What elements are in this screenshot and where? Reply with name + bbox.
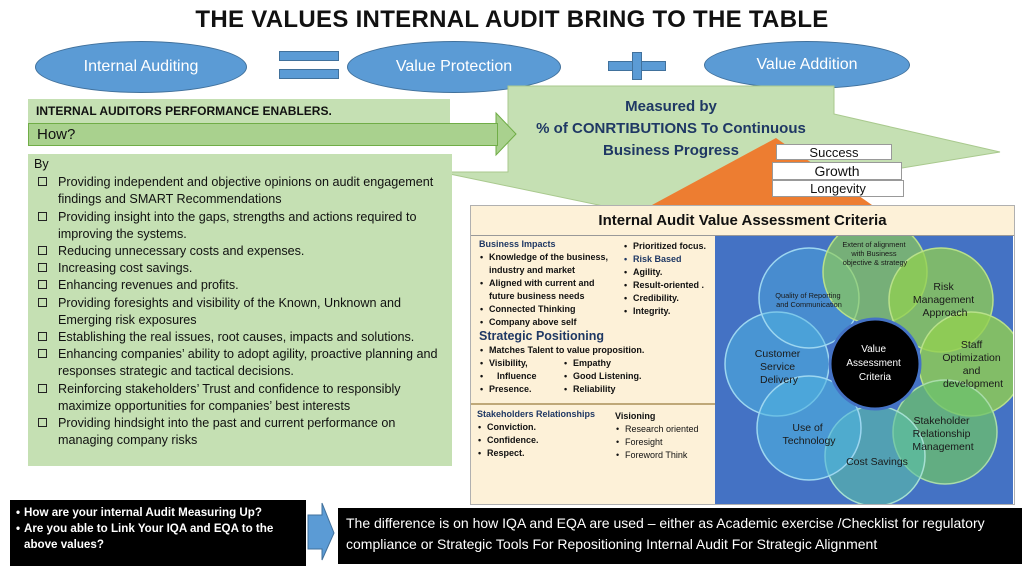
measured-line-2: % of CONRTIBUTIONS To Continuous (536, 120, 806, 137)
how-label: How? (37, 126, 76, 143)
list-item: • Knowledge of the business, industry and market (479, 251, 621, 277)
list-item (34, 260, 446, 277)
stakeholder-label (912, 415, 973, 453)
outcome-success: Success (776, 144, 892, 160)
business-impacts-section (479, 238, 621, 329)
staff-line-4: development (942, 378, 1004, 390)
list-item (34, 174, 446, 208)
list-item: • Company above self (479, 316, 621, 329)
reporting-line-2: and Communication (776, 300, 842, 309)
risk-line-2: Management (912, 294, 975, 306)
checkbox-icon (38, 212, 47, 221)
visioning-heading: Visioning (615, 411, 656, 421)
business-impacts-list (479, 251, 621, 329)
by-label: By (34, 157, 49, 171)
visioning-list (615, 423, 715, 462)
service-line-1: Customer (754, 348, 801, 360)
list-item-text: Reinforcing stakeholders’ Trust and confidence to responsibly maximize opportunities for companies’ best interests (58, 381, 401, 413)
list-item: • Empathy (563, 357, 713, 370)
list-item: • Foreword Think (615, 449, 715, 462)
outcome-longevity: Longevity (772, 180, 904, 197)
staff-line-3: and (962, 365, 981, 377)
stakeholder-line-2: Relationship (912, 428, 971, 440)
list-item (34, 243, 446, 260)
technology-line-2: Technology (782, 435, 836, 447)
list-item-text: Influence (497, 371, 537, 381)
difference-text: The difference is on how IQA and EQA are used – either as Academic exercise /Checklist for regulatory compliance or Strategic Tools For Repositioning Internal Audit For Strategic Alignment (346, 515, 985, 552)
service-line-2: Service (760, 361, 796, 373)
question-1: • How are your internal Audit Measuring Up? (18, 505, 298, 521)
list-item: • Matches Talent to value proposition. (479, 344, 715, 357)
stakeholder-line-3: Management (912, 441, 974, 453)
cost-label (846, 456, 908, 468)
value-assessment-wheel (715, 236, 1013, 504)
strategic-right-list (563, 357, 713, 396)
alignment-line-2: with Business (851, 249, 897, 258)
alignment-line-1: Extent of alignment (842, 240, 906, 249)
business-impacts-heading: Business Impacts (479, 239, 556, 249)
strategic-positioning-heading: Strategic Positioning (479, 329, 605, 343)
how-arrow (28, 123, 498, 146)
risk-line-3: Approach (922, 307, 968, 319)
list-item: • Confidence. (477, 434, 617, 447)
checkbox-icon (38, 384, 47, 393)
list-item-text: Providing hindsight into the past and current performance on managing company risks (58, 416, 396, 448)
stakeholder-line-1: Stakeholder (913, 415, 970, 427)
staff-line-2: Optimization (942, 352, 1001, 364)
technology-line-1: Use of (792, 422, 823, 434)
service-line-3: Delivery (760, 374, 798, 386)
measured-line-1: Measured by (625, 98, 717, 115)
criteria-details-panel (471, 236, 715, 504)
question-2: • Are you able to Link Your IQA and EQA to the above values? (18, 521, 298, 553)
measured-line-3: Business Progress (603, 142, 739, 159)
list-item: • Credibility. (623, 292, 715, 305)
list-item (34, 415, 446, 449)
service-label (755, 348, 803, 386)
reporting-label (775, 291, 842, 309)
bottom-right-arrow (308, 503, 334, 560)
list-item-indent (479, 370, 559, 383)
list-item (34, 295, 446, 329)
list-item: • Prioritized focus. (623, 240, 715, 253)
list-item (34, 329, 446, 346)
list-item: • Presence. (479, 383, 559, 396)
list-item (34, 346, 446, 380)
enablers-list (34, 174, 446, 449)
checkbox-icon (38, 349, 47, 358)
checkbox-icon (38, 418, 47, 427)
stakeholders-heading: Stakeholders Relationships (477, 409, 596, 419)
stakeholders-section (477, 408, 617, 460)
list-item: • Good Listening. (563, 370, 713, 383)
alignment-line-3: objective & strategy (842, 258, 908, 267)
center-line-2: Assessment (846, 358, 901, 369)
enablers-list-panel (28, 154, 452, 466)
stakeholders-list (477, 421, 617, 460)
list-item: • Visibility, (479, 357, 559, 370)
criteria-title: Internal Audit Value Assessment Criteria (471, 206, 1014, 236)
cost-line-1: Cost Savings (846, 456, 908, 468)
list-item: • Conviction. (477, 421, 617, 434)
risk-line-1: Risk (933, 281, 954, 293)
internal-auditing-label: Internal Auditing (83, 58, 199, 75)
center-line-1: Value (861, 344, 887, 355)
value-addition-label: Value Addition (756, 56, 858, 73)
list-item: • Aligned with current and future business needs (479, 277, 621, 303)
value-protection-label: Value Protection (395, 58, 513, 75)
visioning-section (615, 410, 715, 462)
strategic-positioning-section (479, 328, 715, 394)
outcome-growth: Growth (772, 162, 902, 180)
list-item-text: Providing insight into the gaps, strengths and actions required to improving the systems. (58, 209, 417, 241)
list-item-text: Providing independent and objective opinions on audit engagement findings and SMART Recommendations (58, 175, 434, 207)
checkbox-icon (38, 263, 47, 272)
reporting-line-1: Quality of Reporting (775, 291, 841, 300)
checkbox-icon (38, 298, 47, 307)
section-divider (471, 403, 715, 405)
list-item: • Agility. (623, 266, 715, 279)
checkbox-icon (38, 280, 47, 289)
list-item: • Respect. (477, 447, 617, 460)
list-item-text: Enhancing revenues and profits. (58, 278, 239, 293)
alignment-label (842, 240, 907, 267)
list-item: • Risk Based (623, 253, 715, 266)
checkbox-icon (38, 177, 47, 186)
checkbox-icon (38, 332, 47, 341)
staff-line-1: Staff (960, 339, 983, 351)
list-item: • Connected Thinking (479, 303, 621, 316)
questions-box (10, 500, 306, 566)
list-item-text: Increasing cost savings. (58, 261, 193, 276)
list-item: • Reliability (563, 383, 713, 396)
strategic-matches (479, 344, 715, 357)
page-title: THE VALUES INTERNAL AUDIT BRING TO THE TABLE (195, 6, 829, 33)
strategic-left-list (479, 357, 559, 396)
list-item (34, 381, 446, 415)
difference-box (338, 508, 1022, 564)
list-item-text: Reducing unnecessary costs and expenses. (58, 244, 305, 259)
list-item: • Result-oriented . (623, 279, 715, 292)
focus-list (623, 240, 715, 318)
list-item-text: Establishing the real issues, root causes, impacts and solutions. (58, 330, 415, 345)
list-item-text: Enhancing companies’ ability to adopt agility, proactive planning and responses strategic and tactical decisions. (58, 347, 438, 379)
center-line-3: Criteria (858, 372, 892, 383)
focus-section (623, 240, 715, 318)
list-item-text: Providing foresights and visibility of the Known, Unknown and Emerging risk exposures (58, 295, 402, 327)
list-item: • Integrity. (623, 305, 715, 318)
list-item: • Foresight (615, 436, 715, 449)
list-item (34, 209, 446, 243)
list-item (34, 277, 446, 294)
list-item: • Research oriented (615, 423, 715, 436)
checkbox-icon (38, 246, 47, 255)
enablers-title: INTERNAL AUDITORS PERFORMANCE ENABLERS. (28, 99, 450, 123)
